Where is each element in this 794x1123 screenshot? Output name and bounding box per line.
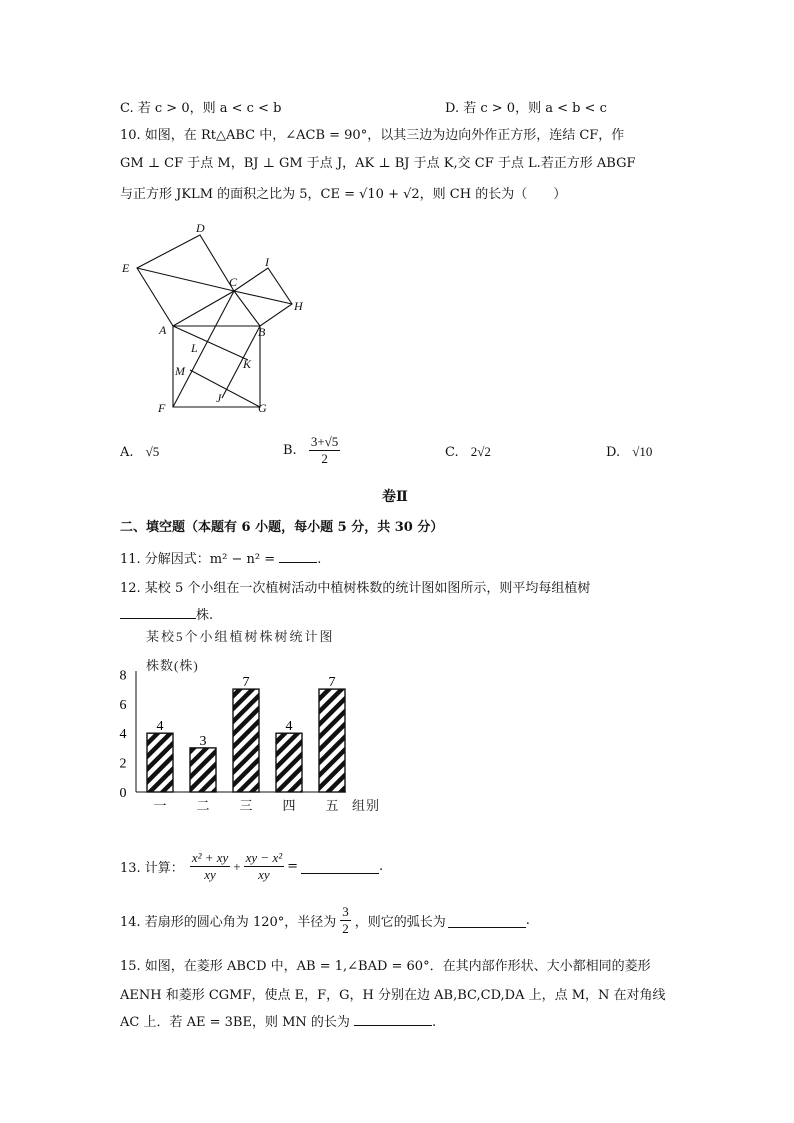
q9-option-d: D. 若 c > 0，则 a < b < c [445, 101, 607, 116]
q12-line-1: 12. 某校 5 个小组在一次植树活动中植树株数的统计图如图所示，则平均每组植树 [120, 581, 591, 596]
bar-value-label-3: 7 [242, 675, 250, 691]
label-e: E [122, 261, 130, 275]
x-tick-label-4: 四 [282, 798, 296, 813]
chart-x-axis-label: 组别 [352, 798, 381, 813]
q9-option-c: C. 若 c > 0，则 a < c < b [120, 101, 282, 116]
q15-line-2: AENH 和菱形 CGMF，使点 E，F，G，H 分别在边 AB,BC,CD,DA 上，点 M，N 在对角线 [120, 988, 666, 1003]
bar-value-label-5: 7 [328, 675, 336, 691]
x-tick-label-1: 一 [153, 798, 167, 813]
bar-value-label-2: 3 [199, 733, 207, 749]
volume-title: 卷Ⅱ [382, 489, 408, 505]
bar-value-label-4: 4 [285, 719, 293, 735]
x-tick-label-3: 三 [239, 798, 253, 813]
y-tick-label-2: 4 [119, 727, 127, 743]
label-g: G [258, 401, 267, 415]
label-m: M [175, 364, 185, 378]
q12-bar-chart [110, 625, 400, 820]
q14: 14. 若扇形的圆心角为 120°，半径为 $\frac{3}{2}$ ，则它的弧长为 . [120, 904, 530, 936]
label-i: I [265, 255, 269, 269]
x-tick-label-5: 五 [325, 798, 339, 813]
q10-line-1: 10. 如图，在 Rt△ABC 中，∠ACB = 90°，以其三边为边向外作正方形，连结 CF，作 [120, 128, 625, 143]
q10-geometry-figure [110, 215, 320, 420]
label-k: K [243, 357, 252, 371]
q11-answer-blank[interactable] [279, 548, 317, 563]
q10-option-c: C. 2√2 [445, 444, 491, 460]
label-a: A [159, 323, 167, 337]
q15-line-3: AC 上．若 AE = 3BE，则 MN 的长为 . [120, 1011, 436, 1030]
bar-3 [233, 689, 259, 792]
bar-2 [190, 748, 216, 792]
label-l: L [191, 341, 198, 355]
bar-1 [147, 733, 173, 792]
q12-line-2: 株. [120, 604, 213, 623]
q10-option-b: B. $\frac{3+√5}{2}$ [283, 434, 339, 466]
y-tick-label-3: 6 [119, 697, 127, 713]
q10-line-2: GM ⊥ CF 于点 M，BJ ⊥ GM 于点 J，AK ⊥ BJ 于点 K,交 CF 于点 L.若正方形 ABGF [120, 156, 636, 171]
x-tick-label-2: 二 [196, 798, 210, 813]
label-c: C [229, 275, 238, 289]
label-f: F [158, 401, 166, 415]
label-j: J [216, 391, 222, 405]
q10-option-d: D. √10 [606, 444, 653, 460]
bar-4 [276, 733, 302, 792]
q15-line-1: 15. 如图，在菱形 ABCD 中，AB = 1,∠BAD = 60°．在其内部作形状、大小都相同的菱形 [120, 959, 651, 974]
bar-5 [319, 689, 345, 792]
chart-title: 某校5个小组植树株树统计图 [146, 629, 335, 644]
q14-answer-blank[interactable] [448, 913, 526, 928]
y-tick-label-4: 8 [119, 668, 127, 684]
y-tick-label-1: 2 [119, 756, 127, 772]
q12-answer-blank[interactable] [120, 604, 196, 619]
section-2-heading: 二、填空题（本题有 6 小题，每小题 5 分，共 30 分） [120, 520, 444, 535]
q11: 11. 分解因式：m² − n² = . [120, 548, 321, 567]
bar-value-label-1: 4 [156, 719, 164, 735]
chart-y-axis-label: 株数(株) [146, 658, 199, 673]
q13: 13. 计算： $\frac{\text{x² + xy}}{xy}$ + $\frac{\text{xy − x²}}{xy}$ = . [120, 850, 384, 882]
q10-option-a: A. √5 [120, 444, 160, 460]
y-tick-label-0: 0 [119, 786, 127, 801]
q10-line-3: 与正方形 JKLM 的面积之比为 5，CE = √10 + √2，则 CH 的长为（ ） [120, 187, 567, 202]
label-d: D [196, 221, 205, 235]
label-b: B [258, 325, 266, 339]
label-h: H [294, 299, 303, 313]
q15-answer-blank[interactable] [354, 1011, 432, 1026]
q13-answer-blank[interactable] [301, 859, 379, 874]
